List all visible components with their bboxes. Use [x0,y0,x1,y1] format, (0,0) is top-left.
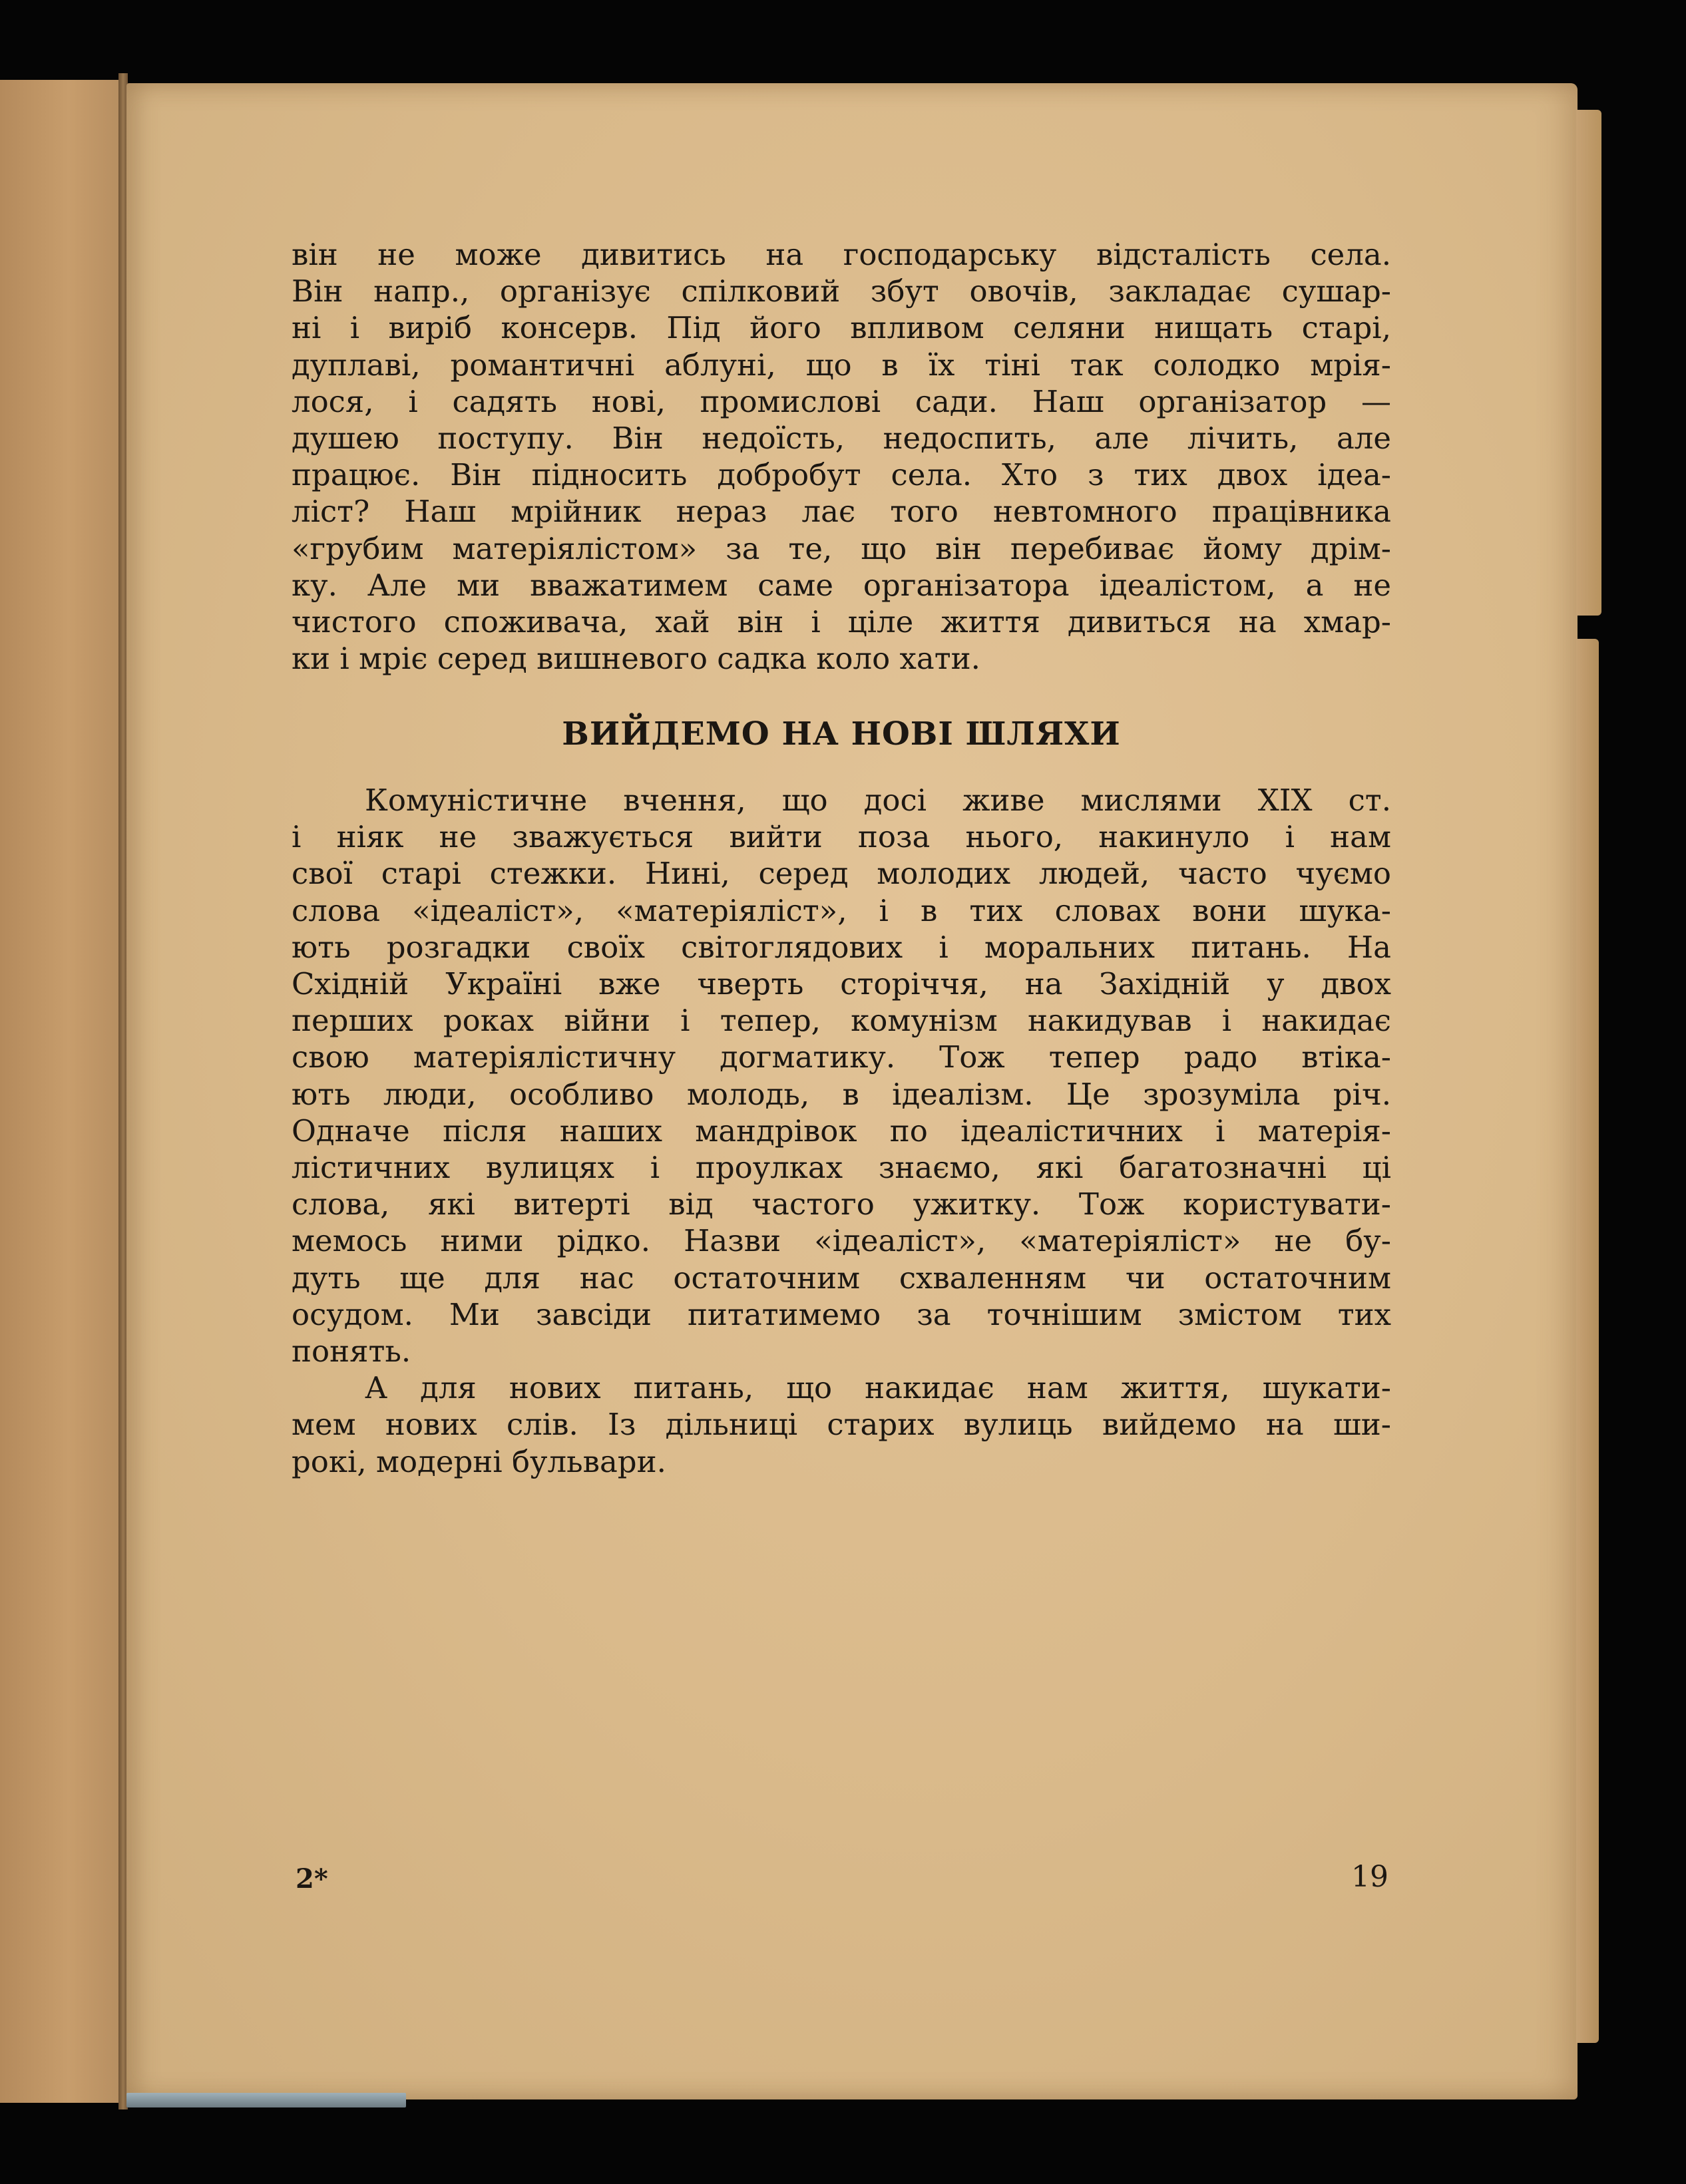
signature-mark: 2* [296,1863,328,1895]
text-line: свої старі стежки. Нині, серед молодих людей, часто чуємо [292,856,1391,892]
text-line: ліст? Наш мрійник нераз лає того невтомного працівника [292,494,1391,530]
text-line: перших роках війни і тепер, комунізм накидував і накидає [292,1003,1391,1039]
section-heading: ВИЙДЕМО НА НОВІ ШЛЯХИ [562,715,1121,753]
text-line: «грубим матеріялістом» за те, що він перебиває йому дрім- [292,530,1391,566]
text-line: осудом. Ми завсіди питатимемо за точнішим змістом тих [292,1296,1391,1332]
page-number: 19 [1351,1860,1388,1894]
text-line: Він напр., організує спілковий збут овочів, закладає сушар- [292,273,1391,309]
text-line: Одначе після наших мандрівок по ідеалістичних і матерія- [292,1113,1391,1149]
text-line: лося, і садять нові, промислові сади. Наш організатор — [292,383,1391,419]
text-line: ні і виріб консерв. Під його впливом селяни нищать старі, [292,310,1391,346]
text-line: мемось ними рідко. Назви «ідеаліст», «матеріяліст» не бу- [292,1223,1391,1259]
page-edge-lower [1576,639,1599,2043]
page-edge-upper [1576,110,1601,616]
text-line: рокі, модерні бульвари. [292,1443,666,1479]
text-line: Східній Україні вже чверть сторіччя, на Західній у двох [292,966,1391,1002]
text-line: ку. Але ми вважатимем саме організатора ідеалістом, а не [292,567,1391,603]
text-line: працює. Він підносить добробут села. Хто з тих двох ідеа- [292,457,1391,493]
paragraph-continuation [292,236,1391,677]
text-line: А для нових питань, що накидає нам життя, шукати- [365,1370,1391,1406]
left-page-edge [0,80,125,2103]
text-line: він не може дивитись на господарську відсталість села. [292,237,1391,272]
text-line: ють люди, особливо молодь, в ідеалізм. Це зрозуміла річ. [292,1076,1391,1112]
text-line: і ніяк не зважується вийти поза нього, накинуло і нам [292,819,1391,855]
text-line: ки і мріє серед вишневого садка коло хати. [292,641,980,677]
paragraph-main [292,782,1391,1480]
text-line: дуплаві, романтичні аблуні, що в їх тіні так солодко мрія- [292,347,1391,383]
text-line: чистого споживача, хай він і ціле життя дивиться на хмар- [292,604,1391,640]
text-line: слова «ідеаліст», «матеріяліст», і в тих словах вони шука- [292,892,1391,928]
text-line: Комуністичне вчення, що досі живе мислями XIX ст. [365,783,1391,818]
text-line: слова, які витерті від частого ужитку. Тож користувати- [292,1186,1391,1222]
text-line: дуть ще для нас остаточним схваленням чи остаточним [292,1260,1391,1296]
text-line: понять. [292,1334,411,1369]
text-line: лістичних вулицях і проулках знаємо, які багатозначні ці [292,1150,1391,1186]
text-line: свою матеріялістичну догматику. Тож тепер радо втіка- [292,1039,1391,1075]
binding-strip [126,2093,406,2107]
text-line: душею поступу. Він недоїсть, недоспить, але лічить, але [292,421,1391,456]
text-line: ють розгадки своїх світоглядових і моральних питань. На [292,929,1391,965]
text-line: мем нових слів. Із дільниці старих вулиць вийдемо на ши- [292,1407,1391,1443]
